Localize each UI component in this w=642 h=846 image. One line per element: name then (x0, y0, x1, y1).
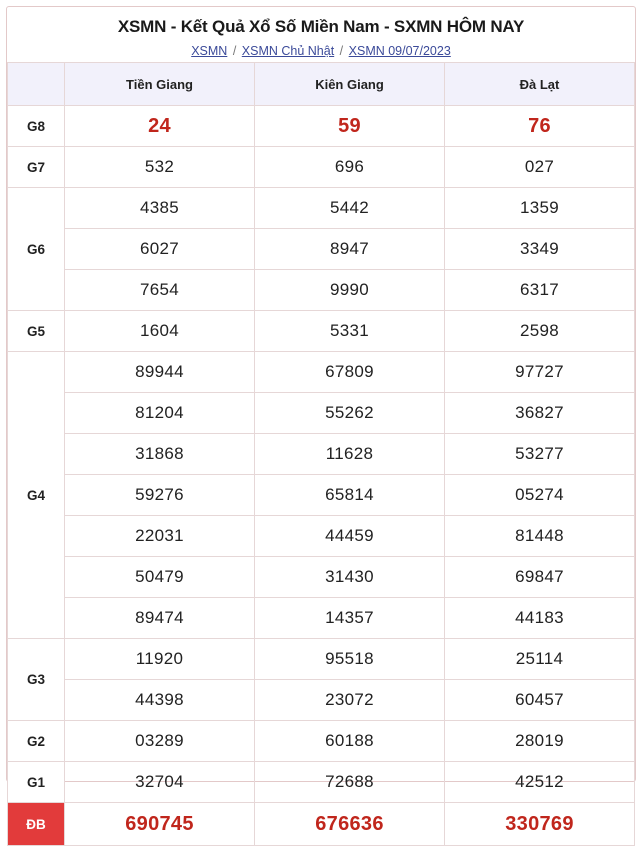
column-header-da-lat: Đà Lạt (445, 63, 635, 106)
result-card (6, 6, 636, 835)
table-header-row (8, 63, 635, 106)
result-cell: 23072 (255, 680, 445, 721)
result-cell: 60457 (445, 680, 635, 721)
page-header (7, 7, 635, 62)
result-cell: 22031 (65, 516, 255, 557)
result-cell: 44398 (65, 680, 255, 721)
breadcrumb-link-date[interactable]: XSMN 09/07/2023 (348, 44, 451, 58)
result-cell: 32704 (65, 762, 255, 803)
result-cell: 330769 (445, 803, 635, 846)
result-cell: 65814 (255, 475, 445, 516)
result-cell: 5442 (255, 188, 445, 229)
result-cell: 97727 (445, 352, 635, 393)
result-cell: 696 (255, 147, 445, 188)
result-cell: 690745 (65, 803, 255, 846)
result-cell: 42512 (445, 762, 635, 803)
result-cell: 1359 (445, 188, 635, 229)
result-cell: 95518 (255, 639, 445, 680)
column-header-kien-giang: Kiên Giang (255, 63, 445, 106)
result-cell: 76 (445, 106, 635, 147)
table-row (8, 557, 635, 598)
result-cell: 60188 (255, 721, 445, 762)
breadcrumb (13, 44, 629, 58)
prize-label-g7: G7 (8, 147, 65, 188)
prize-label-db: ĐB (8, 803, 65, 846)
prize-label-g4: G4 (8, 352, 65, 639)
breadcrumb-separator-1: / (232, 44, 237, 58)
prize-label-g3: G3 (8, 639, 65, 721)
result-cell: 31868 (65, 434, 255, 475)
prize-label-g2: G2 (8, 721, 65, 762)
result-cell: 027 (445, 147, 635, 188)
table-row (8, 762, 635, 803)
result-cell: 31430 (255, 557, 445, 598)
result-cell: 55262 (255, 393, 445, 434)
result-cell: 03289 (65, 721, 255, 762)
result-cell: 532 (65, 147, 255, 188)
result-cell: 9990 (255, 270, 445, 311)
result-cell: 05274 (445, 475, 635, 516)
result-cell: 7654 (65, 270, 255, 311)
result-cell: 44459 (255, 516, 445, 557)
result-cell: 6317 (445, 270, 635, 311)
table-row (8, 229, 635, 270)
result-cell: 72688 (255, 762, 445, 803)
table-head (8, 63, 635, 106)
prize-label-g6: G6 (8, 188, 65, 311)
result-cell: 6027 (65, 229, 255, 270)
result-cell: 81448 (445, 516, 635, 557)
table-row (8, 475, 635, 516)
result-cell: 44183 (445, 598, 635, 639)
table-row (8, 803, 635, 846)
result-cell: 11628 (255, 434, 445, 475)
prize-label-g5: G5 (8, 311, 65, 352)
table-row (8, 516, 635, 557)
result-cell: 89944 (65, 352, 255, 393)
table-row (8, 598, 635, 639)
result-cell: 67809 (255, 352, 445, 393)
breadcrumb-separator-2: / (339, 44, 344, 58)
result-cell: 89474 (65, 598, 255, 639)
table-body (8, 106, 635, 846)
table-row (8, 311, 635, 352)
result-cell: 8947 (255, 229, 445, 270)
result-cell: 28019 (445, 721, 635, 762)
table-row (8, 352, 635, 393)
result-cell: 14357 (255, 598, 445, 639)
table-row (8, 680, 635, 721)
table-row (8, 147, 635, 188)
table-corner-cell (8, 63, 65, 106)
prize-label-g8: G8 (8, 106, 65, 147)
breadcrumb-link-xsmn[interactable]: XSMN (191, 44, 228, 58)
table-row (8, 721, 635, 762)
result-cell: 53277 (445, 434, 635, 475)
table-row (8, 639, 635, 680)
table-row (8, 188, 635, 229)
page-title: XSMN - Kết Quả Xổ Số Miền Nam - SXMN HÔM NAY (117, 17, 525, 36)
result-cell: 676636 (255, 803, 445, 846)
result-cell: 1604 (65, 311, 255, 352)
column-header-tien-giang: Tiền Giang (65, 63, 255, 106)
lottery-results-table (7, 62, 635, 846)
result-cell: 81204 (65, 393, 255, 434)
result-cell: 36827 (445, 393, 635, 434)
result-cell: 24 (65, 106, 255, 147)
prize-label-g1: G1 (8, 762, 65, 803)
result-cell: 59276 (65, 475, 255, 516)
table-row (8, 270, 635, 311)
result-cell: 4385 (65, 188, 255, 229)
result-cell: 3349 (445, 229, 635, 270)
result-cell: 5331 (255, 311, 445, 352)
table-row (8, 106, 635, 147)
table-row (8, 434, 635, 475)
result-cell: 11920 (65, 639, 255, 680)
result-cell: 59 (255, 106, 445, 147)
result-cell: 2598 (445, 311, 635, 352)
table-row (8, 393, 635, 434)
result-cell: 69847 (445, 557, 635, 598)
result-cell: 25114 (445, 639, 635, 680)
breadcrumb-link-chu-nhat[interactable]: XSMN Chủ Nhật (241, 44, 335, 58)
result-cell: 50479 (65, 557, 255, 598)
